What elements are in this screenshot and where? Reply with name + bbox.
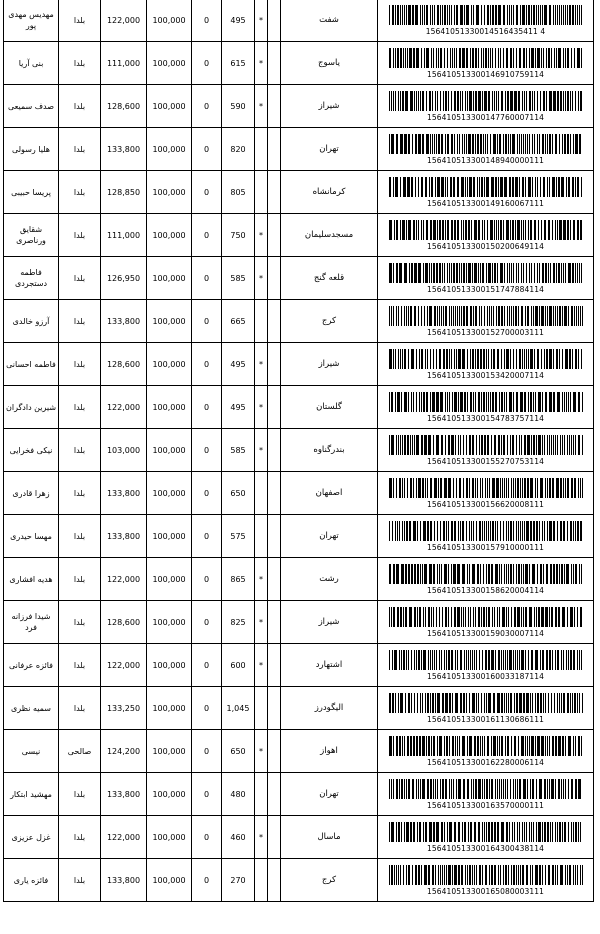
status-cell: بلدا (59, 42, 101, 85)
amount-cell: 122,000 (101, 386, 147, 429)
city-cell: شیراز (281, 343, 378, 386)
mark-cell (255, 773, 268, 816)
recipient-name: شقایق ورناصری (16, 225, 46, 245)
status-cell: بلدا (59, 601, 101, 644)
barcode-cell (378, 687, 594, 730)
base-amount-cell: 100,000 (147, 644, 192, 687)
barcode-cell (378, 558, 594, 601)
weight-cell: 665 (222, 300, 255, 343)
barcode-cell (378, 0, 594, 42)
empty-cell (268, 171, 281, 214)
barcode-cell (378, 429, 594, 472)
table-row (4, 214, 594, 257)
tracking-number: 156410513300146910759114 (427, 69, 544, 79)
base-amount-cell: 100,000 (147, 300, 192, 343)
status-cell: بلدا (59, 300, 101, 343)
recipient-name: بنی آریا (18, 58, 44, 68)
empty-cell (268, 42, 281, 85)
barcode-image (388, 607, 584, 627)
tracking-number: 156410513300151747884114 (427, 284, 544, 294)
empty-cell (268, 730, 281, 773)
city-cell: قلعه گنج (281, 257, 378, 300)
mark-cell (255, 171, 268, 214)
table-row (4, 816, 594, 859)
recipient-name-cell (4, 816, 59, 859)
weight-cell: 650 (222, 472, 255, 515)
base-amount-cell: 100,000 (147, 257, 192, 300)
recipient-name-cell (4, 257, 59, 300)
recipient-name: زهرا قادری (12, 488, 50, 498)
table-row (4, 687, 594, 730)
base-amount-cell: 100,000 (147, 515, 192, 558)
recipient-name: غزل عزیزی (11, 832, 51, 842)
weight-cell: 480 (222, 773, 255, 816)
status-cell: بلدا (59, 644, 101, 687)
tracking-number: 156410513300160033187114 (427, 671, 544, 681)
empty-cell (268, 859, 281, 902)
amount-cell: 111,000 (101, 214, 147, 257)
barcode-cell (378, 214, 594, 257)
base-amount-cell: 100,000 (147, 558, 192, 601)
status-cell: بلدا (59, 558, 101, 601)
weight-cell: 495 (222, 0, 255, 42)
recipient-name-cell (4, 300, 59, 343)
recipient-name-cell (4, 429, 59, 472)
table-row (4, 42, 594, 85)
recipient-name: پریسا حبیبی (11, 187, 51, 197)
weight-cell: 820 (222, 128, 255, 171)
tracking-number: 156410513300158620004114 (427, 585, 544, 595)
recipient-name: نیسی (21, 746, 41, 756)
amount-cell: 133,250 (101, 687, 147, 730)
city-cell: رشت (281, 558, 378, 601)
barcode-cell (378, 472, 594, 515)
table-row (4, 644, 594, 687)
recipient-name: آرزو خالدی (12, 316, 50, 326)
tracking-number: 156410513300155270753114 (427, 456, 544, 466)
recipient-name: هلیا رسولی (11, 144, 51, 154)
barcode-image (388, 220, 584, 240)
barcode-image (388, 564, 584, 584)
mark-cell (255, 859, 268, 902)
mark-cell: * (255, 0, 268, 42)
base-amount-cell: 100,000 (147, 42, 192, 85)
barcode-cell (378, 730, 594, 773)
base-amount-cell: 100,000 (147, 85, 192, 128)
recipient-name: نیکی فخرایی (9, 445, 53, 455)
empty-cell (268, 601, 281, 644)
city-cell: کرج (281, 859, 378, 902)
recipient-name: فائزه عرفانی (9, 660, 53, 670)
amount-cell: 122,000 (101, 644, 147, 687)
barcode-cell (378, 257, 594, 300)
barcode-cell (378, 859, 594, 902)
barcode-cell (378, 773, 594, 816)
barcode-cell (378, 601, 594, 644)
tracking-number: 156410513300148940000111 (427, 155, 544, 165)
table-row (4, 85, 594, 128)
table-row (4, 773, 594, 816)
zero-cell: 0 (192, 687, 222, 730)
recipient-name: مهسا حیدری (10, 531, 52, 541)
barcode-image (388, 865, 584, 885)
city-cell: کرمانشاه (281, 171, 378, 214)
recipient-name-cell (4, 386, 59, 429)
recipient-name-cell (4, 343, 59, 386)
recipient-name-cell (4, 687, 59, 730)
mark-cell (255, 128, 268, 171)
table-row (4, 515, 594, 558)
mark-cell: * (255, 644, 268, 687)
recipient-name-cell (4, 0, 59, 42)
barcode-cell (378, 816, 594, 859)
table-row (4, 257, 594, 300)
empty-cell (268, 429, 281, 472)
barcode-image (388, 736, 584, 756)
table-row (4, 558, 594, 601)
city-cell: اهواز (281, 730, 378, 773)
weight-cell: 460 (222, 816, 255, 859)
barcode-image (388, 650, 584, 670)
tracking-number: 156410513300164300438114 (427, 843, 544, 853)
city-cell: شیراز (281, 85, 378, 128)
recipient-name-cell (4, 171, 59, 214)
zero-cell: 0 (192, 85, 222, 128)
recipient-name-cell (4, 214, 59, 257)
city-cell: اصفهان (281, 472, 378, 515)
table-row (4, 343, 594, 386)
table-row (4, 601, 594, 644)
barcode-image (388, 693, 584, 713)
base-amount-cell: 100,000 (147, 171, 192, 214)
tracking-number: 156410513300153420007114 (427, 370, 544, 380)
recipient-name-cell (4, 85, 59, 128)
empty-cell (268, 816, 281, 859)
shipment-table (3, 0, 594, 902)
tracking-number: 156410513300154783757114 (427, 413, 544, 423)
city-cell: تهران (281, 515, 378, 558)
barcode-image (388, 134, 584, 154)
mark-cell: * (255, 601, 268, 644)
weight-cell: 270 (222, 859, 255, 902)
status-cell: بلدا (59, 343, 101, 386)
status-cell: بلدا (59, 171, 101, 214)
barcode-cell (378, 300, 594, 343)
empty-cell (268, 0, 281, 42)
base-amount-cell: 100,000 (147, 773, 192, 816)
zero-cell: 0 (192, 730, 222, 773)
zero-cell: 0 (192, 601, 222, 644)
base-amount-cell: 100,000 (147, 429, 192, 472)
amount-cell: 133,800 (101, 859, 147, 902)
table-row (4, 128, 594, 171)
barcode-cell (378, 343, 594, 386)
zero-cell: 0 (192, 472, 222, 515)
zero-cell: 0 (192, 644, 222, 687)
recipient-name-cell (4, 601, 59, 644)
barcode-image (388, 48, 584, 68)
table-row (4, 171, 594, 214)
tracking-number: 156410513300159030007114 (427, 628, 544, 638)
tracking-number: 156410513300165080003111 (427, 886, 544, 896)
recipient-name: صدف سمیعی (7, 101, 55, 111)
barcode-image (388, 263, 584, 283)
barcode-cell (378, 85, 594, 128)
barcode-cell (378, 515, 594, 558)
status-cell: بلدا (59, 687, 101, 730)
amount-cell: 122,000 (101, 816, 147, 859)
barcode-cell (378, 128, 594, 171)
zero-cell: 0 (192, 257, 222, 300)
mark-cell: * (255, 558, 268, 601)
city-cell: ماسال (281, 816, 378, 859)
amount-cell: 128,850 (101, 171, 147, 214)
zero-cell: 0 (192, 773, 222, 816)
amount-cell: 133,800 (101, 128, 147, 171)
weight-cell: 1,045 (222, 687, 255, 730)
weight-cell: 805 (222, 171, 255, 214)
barcode-image (388, 779, 584, 799)
tracking-number: 156410513300149160067111 (427, 198, 544, 208)
table-row (4, 429, 594, 472)
base-amount-cell: 100,000 (147, 859, 192, 902)
tracking-number: 156410513300147760007114 (427, 112, 544, 122)
barcode-image (388, 91, 584, 111)
tracking-number: 156410513300150200649114 (427, 241, 544, 251)
base-amount-cell: 100,000 (147, 0, 192, 42)
empty-cell (268, 257, 281, 300)
base-amount-cell: 100,000 (147, 730, 192, 773)
zero-cell: 0 (192, 42, 222, 85)
mark-cell: * (255, 816, 268, 859)
status-cell: بلدا (59, 859, 101, 902)
empty-cell (268, 214, 281, 257)
amount-cell: 133,800 (101, 300, 147, 343)
weight-cell: 825 (222, 601, 255, 644)
zero-cell: 0 (192, 0, 222, 42)
mark-cell: * (255, 257, 268, 300)
recipient-name-cell (4, 859, 59, 902)
status-cell: بلدا (59, 773, 101, 816)
mark-cell: * (255, 85, 268, 128)
barcode-cell (378, 42, 594, 85)
table-row (4, 859, 594, 902)
status-cell: بلدا (59, 515, 101, 558)
amount-cell: 128,600 (101, 343, 147, 386)
mark-cell (255, 300, 268, 343)
zero-cell: 0 (192, 816, 222, 859)
mark-cell (255, 515, 268, 558)
city-cell: بندرگناوه (281, 429, 378, 472)
city-cell: شفت (281, 0, 378, 42)
recipient-name-cell (4, 42, 59, 85)
recipient-name: مهدیس مهدی پور (8, 10, 54, 30)
recipient-name-cell (4, 730, 59, 773)
barcode-image (388, 521, 584, 541)
recipient-name: هدیه افشاری (9, 574, 53, 584)
recipient-name-cell (4, 644, 59, 687)
status-cell: بلدا (59, 0, 101, 42)
status-cell: بلدا (59, 429, 101, 472)
city-cell: اشتهارد (281, 644, 378, 687)
zero-cell: 0 (192, 429, 222, 472)
base-amount-cell: 100,000 (147, 128, 192, 171)
empty-cell (268, 85, 281, 128)
recipient-name: فاطمه دستجردی (14, 268, 48, 288)
amount-cell: 122,000 (101, 0, 147, 42)
city-cell: تهران (281, 773, 378, 816)
weight-cell: 590 (222, 85, 255, 128)
amount-cell: 133,800 (101, 515, 147, 558)
weight-cell: 585 (222, 429, 255, 472)
city-cell: مسجدسلیمان (281, 214, 378, 257)
empty-cell (268, 773, 281, 816)
table-row (4, 0, 594, 42)
recipient-name-cell (4, 515, 59, 558)
amount-cell: 126,950 (101, 257, 147, 300)
base-amount-cell: 100,000 (147, 386, 192, 429)
mark-cell (255, 472, 268, 515)
zero-cell: 0 (192, 128, 222, 171)
barcode-image (388, 5, 584, 25)
empty-cell (268, 343, 281, 386)
amount-cell: 111,000 (101, 42, 147, 85)
weight-cell: 865 (222, 558, 255, 601)
recipient-name: فائزه یاری (13, 875, 49, 885)
barcode-cell (378, 644, 594, 687)
recipient-name: شیدا فرزانه فرد (11, 612, 51, 632)
zero-cell: 0 (192, 386, 222, 429)
recipient-name-cell (4, 128, 59, 171)
zero-cell: 0 (192, 214, 222, 257)
weight-cell: 495 (222, 386, 255, 429)
empty-cell (268, 472, 281, 515)
recipient-name: مهشید ابتکار (10, 789, 52, 799)
mark-cell: * (255, 214, 268, 257)
weight-cell: 495 (222, 343, 255, 386)
city-cell: تهران (281, 128, 378, 171)
barcode-image (388, 478, 584, 498)
amount-cell: 128,600 (101, 85, 147, 128)
barcode-image (388, 306, 584, 326)
zero-cell: 0 (192, 859, 222, 902)
status-cell: بلدا (59, 472, 101, 515)
recipient-name: فاطمه احسانی (6, 359, 56, 369)
barcode-image (388, 435, 584, 455)
status-cell: بلدا (59, 257, 101, 300)
city-cell: شیراز (281, 601, 378, 644)
status-cell: بلدا (59, 386, 101, 429)
weight-cell: 615 (222, 42, 255, 85)
empty-cell (268, 558, 281, 601)
tracking-number: 156410513300162280006114 (427, 757, 544, 767)
zero-cell: 0 (192, 300, 222, 343)
base-amount-cell: 100,000 (147, 343, 192, 386)
tracking-number: 156410513300161130686111 (427, 714, 544, 724)
table-row (4, 386, 594, 429)
empty-cell (268, 128, 281, 171)
empty-cell (268, 644, 281, 687)
base-amount-cell: 100,000 (147, 816, 192, 859)
zero-cell: 0 (192, 343, 222, 386)
barcode-cell (378, 386, 594, 429)
weight-cell: 575 (222, 515, 255, 558)
barcode-cell (378, 171, 594, 214)
mark-cell: * (255, 429, 268, 472)
weight-cell: 585 (222, 257, 255, 300)
status-cell: صالحی (59, 730, 101, 773)
amount-cell: 122,000 (101, 558, 147, 601)
base-amount-cell: 100,000 (147, 601, 192, 644)
recipient-name-cell (4, 558, 59, 601)
city-cell: یاسوج (281, 42, 378, 85)
weight-cell: 650 (222, 730, 255, 773)
tracking-number: 156410513300156620008111 (427, 499, 544, 509)
empty-cell (268, 386, 281, 429)
zero-cell: 0 (192, 558, 222, 601)
amount-cell: 103,000 (101, 429, 147, 472)
table-row (4, 300, 594, 343)
base-amount-cell: 100,000 (147, 687, 192, 730)
amount-cell: 128,600 (101, 601, 147, 644)
barcode-image (388, 349, 584, 369)
mark-cell: * (255, 343, 268, 386)
status-cell: بلدا (59, 214, 101, 257)
recipient-name-cell (4, 773, 59, 816)
status-cell: بلدا (59, 128, 101, 171)
mark-cell (255, 687, 268, 730)
mark-cell: * (255, 730, 268, 773)
recipient-name: سمیه نظری (10, 703, 52, 713)
zero-cell: 0 (192, 515, 222, 558)
status-cell: بلدا (59, 816, 101, 859)
amount-cell: 124,200 (101, 730, 147, 773)
zero-cell: 0 (192, 171, 222, 214)
weight-cell: 600 (222, 644, 255, 687)
tracking-number: 15641051330014516435411 4 (425, 26, 546, 36)
tracking-number: 156410513300163570000111 (427, 800, 544, 810)
base-amount-cell: 100,000 (147, 472, 192, 515)
recipient-name: شیرین دادگران (5, 402, 57, 412)
empty-cell (268, 300, 281, 343)
barcode-image (388, 822, 584, 842)
table-row (4, 472, 594, 515)
amount-cell: 133,800 (101, 773, 147, 816)
mark-cell: * (255, 386, 268, 429)
city-cell: الیگودرز (281, 687, 378, 730)
weight-cell: 750 (222, 214, 255, 257)
barcode-image (388, 392, 584, 412)
amount-cell: 133,800 (101, 472, 147, 515)
city-cell: گلستان (281, 386, 378, 429)
tracking-number: 156410513300157910000111 (427, 542, 544, 552)
base-amount-cell: 100,000 (147, 214, 192, 257)
table-row (4, 730, 594, 773)
recipient-name-cell (4, 472, 59, 515)
tracking-number: 156410513300152700003111 (427, 327, 544, 337)
empty-cell (268, 687, 281, 730)
empty-cell (268, 515, 281, 558)
status-cell: بلدا (59, 85, 101, 128)
barcode-image (388, 177, 584, 197)
mark-cell: * (255, 42, 268, 85)
city-cell: کرج (281, 300, 378, 343)
